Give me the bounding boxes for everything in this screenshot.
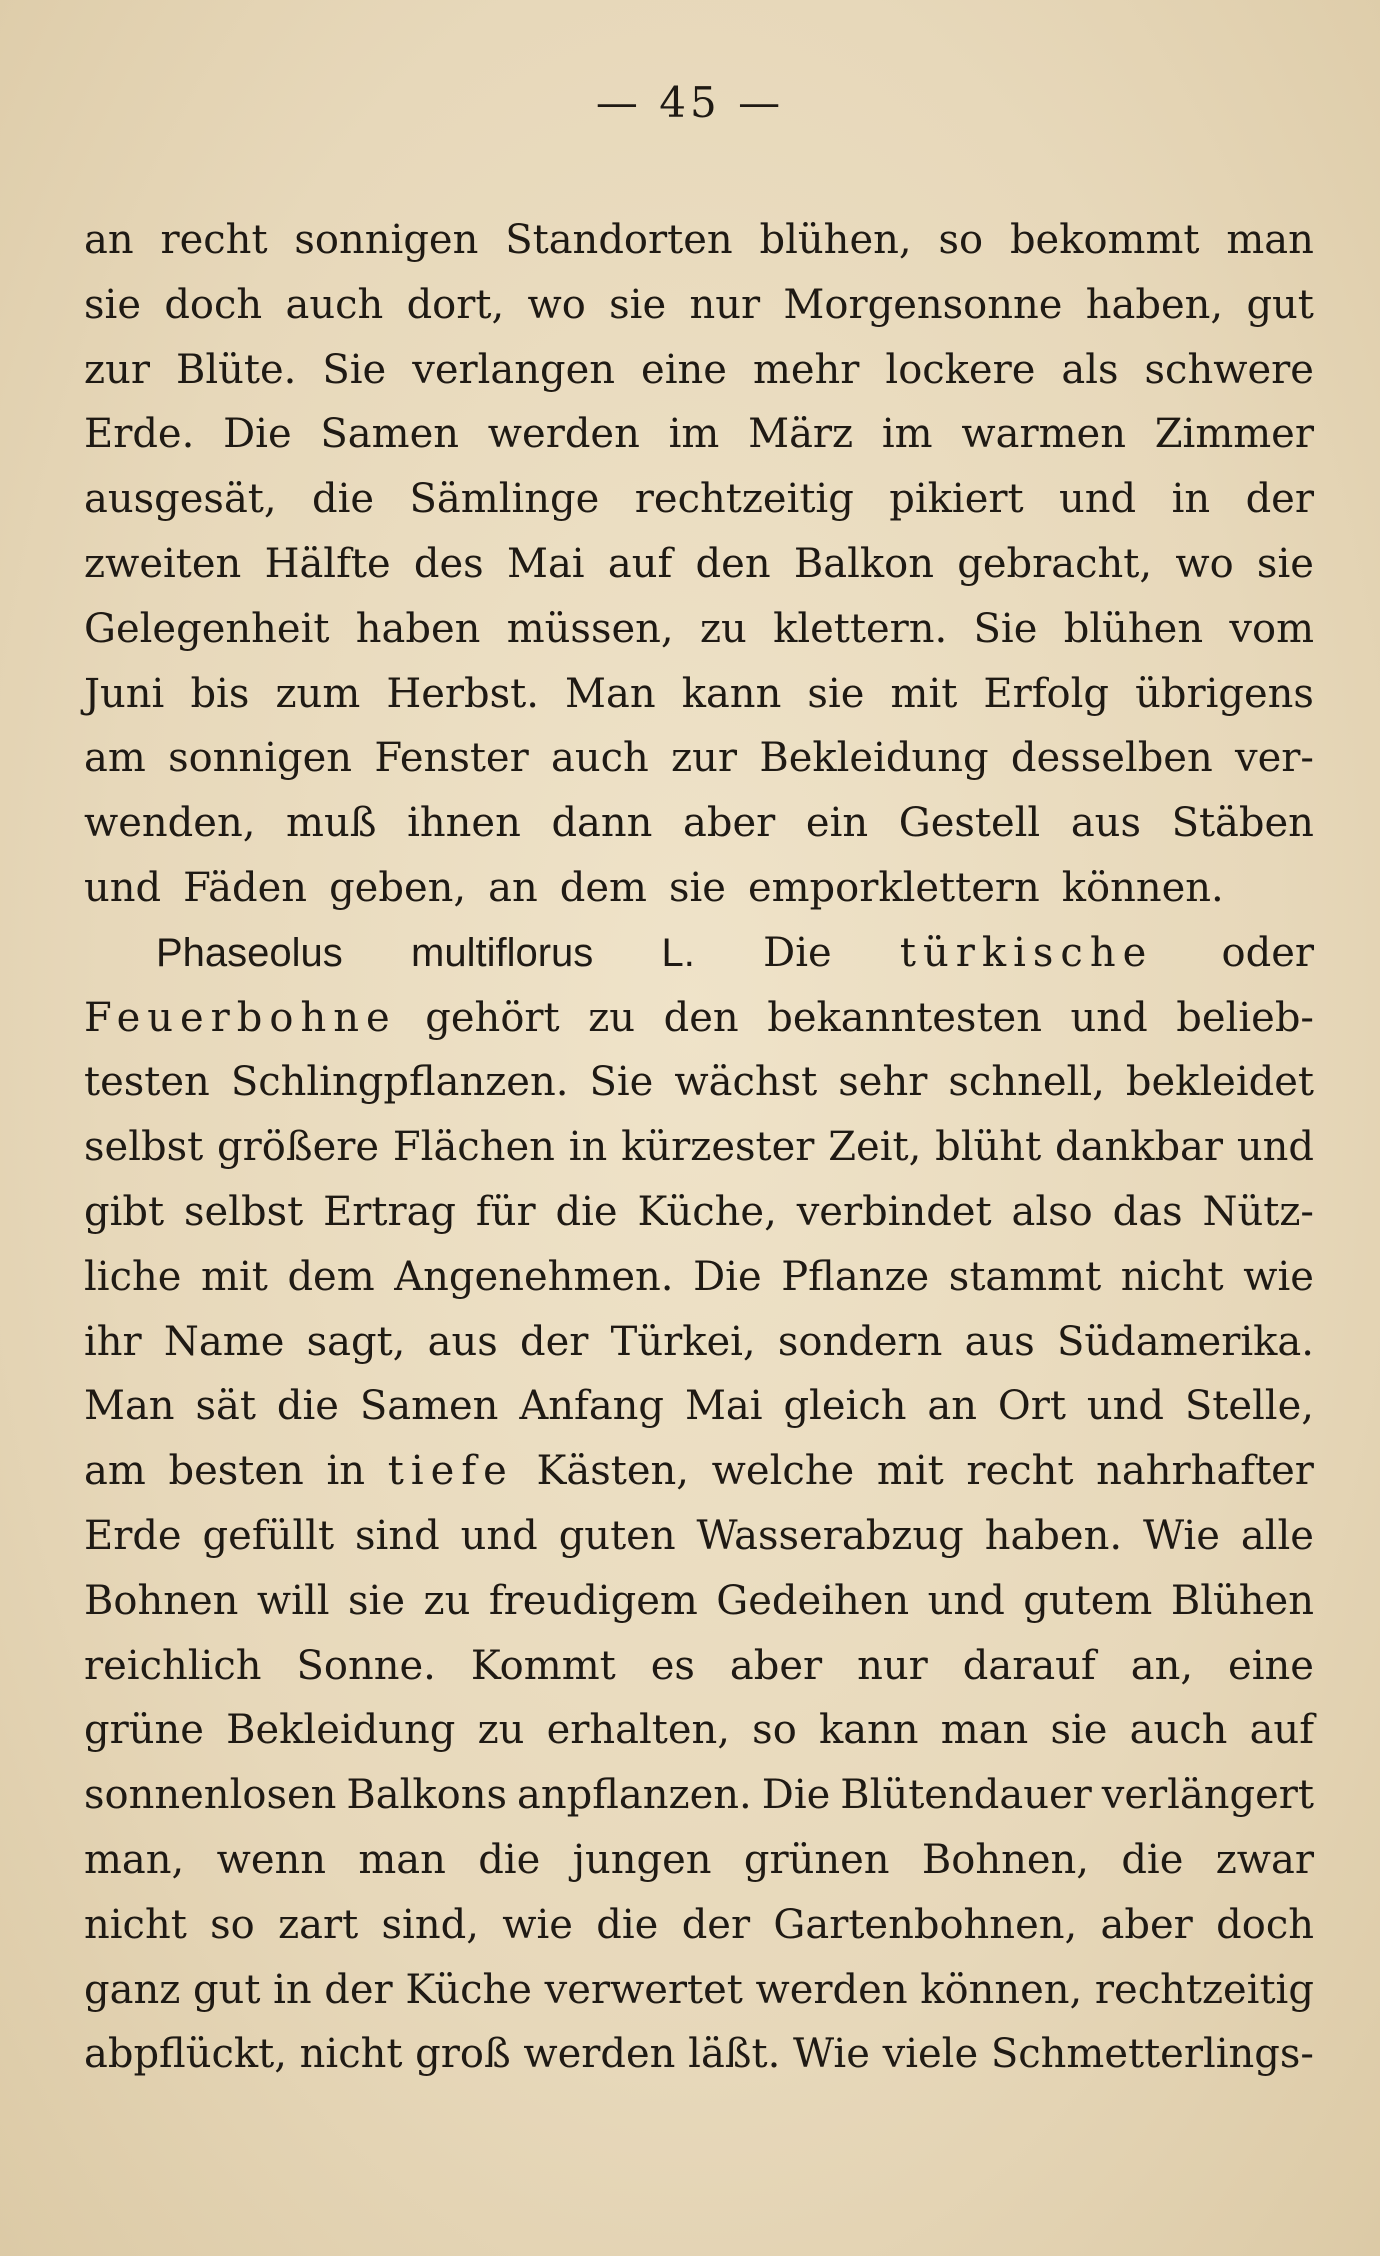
word: zart [278,1901,359,1948]
word: dem [287,1253,375,1300]
word: Blüte. [175,346,297,393]
text-line [84,1180,1314,1245]
word: die [478,1836,541,1883]
text-line [84,2022,1314,2087]
word: desselben [1010,735,1213,782]
word: Hälfte [264,540,391,587]
text-line [84,1634,1314,1699]
text-line [84,791,1314,856]
word: blühen, [759,217,912,263]
word: man, [84,1836,185,1883]
word: türkische [899,929,1154,976]
word: zum [275,670,361,717]
word: testen [84,1059,210,1106]
text-line [84,986,1314,1051]
word: Gartenbohnen, [773,1901,1078,1948]
text-line [84,467,1314,532]
word: Flächen [392,1124,555,1171]
word: man [940,1707,1029,1754]
word: wie [1243,1253,1314,1300]
word: der [324,1966,393,2013]
text-line [84,1504,1314,1569]
word: eine [641,346,727,393]
word: ganz [84,1966,181,2013]
word: in [1171,476,1211,523]
word: sie [348,1577,406,1624]
word: übrigens [1135,670,1314,717]
word: will [256,1577,330,1624]
word: und [460,1512,538,1559]
word: Bekleidung [759,735,989,782]
word: Gestell [898,800,1041,847]
word: das [1112,1188,1183,1235]
word: läßt. [688,2031,781,2078]
word: sie [807,670,865,717]
word: Türkei, [610,1318,756,1365]
word: nicht [84,1901,187,1948]
word: zwar [1215,1836,1314,1883]
word: werden [487,411,640,458]
word: wo [1175,540,1234,587]
word: an [927,1383,977,1430]
word: an [84,217,134,263]
word: in [568,1124,608,1171]
word: Mai [506,540,585,587]
word: als [1061,346,1119,393]
word: mit [201,1253,268,1300]
word: abpflückt, [84,2031,287,2078]
word: sagt, [306,1318,406,1365]
word: Samen [359,1383,499,1430]
word: am [84,735,146,782]
word: sie [1050,1707,1108,1754]
word: können. [1061,864,1224,911]
word: jungen [572,1836,712,1883]
text-line [84,402,1314,467]
word: wenden, [84,800,256,847]
word: multiflorus [411,930,594,975]
word: Fäden [183,864,308,911]
word: geben, [329,864,467,911]
word: und [1236,1124,1314,1171]
word: haben, [1085,281,1224,328]
word: wo [527,281,586,328]
text-line [84,1245,1314,1310]
word: es [650,1642,695,1689]
text-line [84,921,1314,986]
word: und [1086,1383,1164,1430]
word: gut [1246,281,1314,328]
word: die [1121,1836,1184,1883]
word: mit [876,1448,944,1495]
word: freudigem [488,1577,698,1624]
text-line [84,1439,1314,1504]
word: rechtzeitig [634,476,854,523]
word: so [938,217,984,263]
word: Ort [997,1383,1066,1430]
word: guten [558,1512,676,1559]
text-line [84,208,1314,273]
word: aber [683,800,776,847]
word: Bohnen [84,1577,239,1624]
word: Sie [973,605,1038,652]
word: verbindet [796,1188,992,1235]
word: welche [711,1448,855,1495]
word: besten [168,1448,304,1495]
text-line [84,597,1314,662]
word: Anfang [519,1383,665,1430]
word: zu [477,1707,525,1754]
word: Man [565,670,656,717]
word: dann [551,800,653,847]
text-line [84,1958,1314,2023]
word: erhalten, [546,1707,730,1754]
word: auch [285,281,384,328]
word: und [1059,476,1137,523]
word: man [1226,217,1314,263]
word: tiefe [387,1448,514,1495]
word: Sämlinge [409,476,600,523]
word: der [681,1901,751,1948]
word: gefüllt [202,1512,335,1559]
word: aus [964,1318,1035,1365]
word: ein [805,800,869,847]
word: emporklettern [747,864,1040,911]
word: den [695,540,771,587]
body-text [84,208,1314,2087]
word: der [1245,476,1314,523]
word: Fenster [374,735,529,782]
word: Die [223,411,292,458]
word: recht [966,1448,1074,1495]
word: also [1011,1188,1093,1235]
word: Erde [84,1512,182,1559]
word: Sie [322,346,387,393]
word: anpflanzen. [517,1772,752,1819]
word: zur [671,735,738,782]
word: Wasserabzug [696,1512,964,1559]
text-line [84,532,1314,597]
word: Balkons [346,1772,508,1819]
word: Name [163,1318,285,1365]
word: Schlingpflanzen. [230,1059,569,1106]
word: L. [661,930,695,975]
word: den [663,994,739,1041]
word: groß [415,2031,511,2078]
word: mit [890,670,958,717]
word: muß [286,800,377,847]
word: Samen [320,411,460,458]
word: sondern [777,1318,943,1365]
word: Küche, [637,1188,777,1235]
word: Wie [1143,1512,1220,1559]
word: sie [609,281,667,328]
word: haben [355,605,481,652]
word: so [752,1707,797,1754]
text-line [84,1050,1314,1115]
word: nicht [1120,1253,1224,1300]
word: klettern. [773,605,948,652]
word: sie [668,864,726,911]
word: reichlich [84,1642,262,1689]
word: bekanntesten [767,994,1042,1041]
word: sonnigen [294,217,479,263]
word: für [475,1188,536,1235]
word: haben. [984,1512,1123,1559]
word: stammt [948,1253,1102,1300]
word: Die [693,1253,762,1300]
word: sind, [381,1901,479,1948]
word: schnell, [948,1059,1105,1106]
word: aus [1070,800,1141,847]
word: nur [857,1642,928,1689]
word: gebracht, [957,540,1153,587]
word: so [210,1901,255,1948]
word: Juni [84,670,165,717]
word: auch [551,735,649,782]
word: verwertet [544,1966,743,2013]
word: wie [502,1901,573,1948]
word: und [927,1577,1005,1624]
word: aber [1100,1901,1193,1948]
word: verlangen [412,346,616,393]
word: pikiert [889,476,1024,523]
word: Bekleidung [226,1707,456,1754]
word: Blütendauer [840,1772,1092,1819]
text-line [84,338,1314,403]
word: warmen [961,411,1126,458]
word: auf [1249,1707,1314,1754]
word: Küche [405,1966,532,2013]
word: nur [689,281,761,328]
word: kann [681,670,782,717]
word: Gelegenheit [84,605,330,652]
word: Wie [793,2031,870,2078]
text-line [84,1893,1314,1958]
word: belieb- [1176,994,1314,1041]
word: Zimmer [1154,411,1314,458]
word: gleich [783,1383,907,1430]
word: ver- [1235,735,1314,782]
text-line [84,1310,1314,1375]
word: Gedeihen [716,1577,910,1624]
word: kann [818,1707,919,1754]
word: ihnen [407,800,521,847]
word: zur [84,346,150,393]
word: werden [523,2031,676,2078]
word: ausgesät, [84,476,277,523]
word: Feuerbohne [84,994,397,1041]
word: des [413,540,484,587]
word: oder [1221,929,1314,976]
word: Blühen [1170,1577,1314,1624]
word: man [358,1836,446,1883]
word: blühen [1063,605,1204,652]
word: nicht [299,2031,403,2078]
word: Die [761,1772,831,1819]
word: kürzester [621,1124,815,1171]
word: lockere [885,346,1036,393]
word: können, [920,1966,1083,2013]
text-line [84,662,1314,727]
word: Stäben [1171,800,1314,847]
word: grünen [743,1836,890,1883]
word: Die [763,929,832,976]
word: sie [1256,540,1314,587]
word: recht [160,217,268,263]
word: Erde. [84,411,195,458]
word: Erfolg [983,670,1110,717]
word: zweiten [84,540,242,587]
word: selbst [183,1188,304,1235]
word: selbst [84,1124,204,1171]
word: doch [1216,1901,1314,1948]
word: rechtzeitig [1094,1966,1314,2013]
word: aber [729,1642,823,1689]
word: am [84,1448,146,1495]
word: Stelle, [1184,1383,1314,1430]
word: Ertrag [323,1188,457,1235]
word: zu [588,994,636,1041]
word: an, [1130,1642,1194,1689]
word: Pflanze [781,1253,930,1300]
word: sind [355,1512,440,1559]
word: doch [164,281,263,328]
word: mehr [752,346,860,393]
word: im [668,411,720,458]
word: dort, [406,281,505,328]
word: gut [192,1966,261,2013]
word: Südamerika. [1057,1318,1314,1365]
word: die [596,1901,659,1948]
text-line [84,1763,1314,1828]
text-line [84,1569,1314,1634]
word: gibt [84,1188,165,1235]
word: Schmetterlings- [990,2031,1314,2078]
word: Sonne. [296,1642,436,1689]
word: alle [1240,1512,1314,1559]
word: auf [607,540,673,587]
word: die [276,1383,339,1430]
word: der [520,1318,589,1365]
word: sonnenlosen [84,1772,337,1819]
word: schwere [1144,346,1314,393]
word: Morgensonne [783,281,1063,328]
word: Kästen, [536,1448,689,1495]
word: aus [427,1318,498,1365]
word: wächst [674,1059,818,1106]
word: in [273,1966,312,2013]
word: sät [195,1383,256,1430]
text-line [84,1698,1314,1763]
word: verlängert [1101,1772,1314,1819]
word: und [1070,994,1148,1041]
word: bekleidet [1125,1059,1314,1106]
word: die [312,476,375,523]
word: nahrhafter [1096,1448,1314,1495]
word: blüht [935,1124,1042,1171]
word: Sie [589,1059,654,1106]
word: an [488,864,538,911]
word: Phaseolus [156,930,343,975]
text-line [84,1828,1314,1893]
word: viele [882,2031,979,2078]
text-line [84,273,1314,338]
text-line [84,1115,1314,1180]
word: Herbst. [386,670,539,717]
word: Balkon [793,540,934,587]
word: darauf [962,1642,1096,1689]
word: und [84,864,162,911]
word: Nütz- [1202,1188,1314,1235]
word: Bohnen, [921,1836,1090,1883]
word: müssen, [506,605,674,652]
word: sie [84,281,141,328]
word: zu [423,1577,471,1624]
page-number: — 45 — [595,78,785,127]
word: sonnigen [168,735,353,782]
word: wenn [216,1836,327,1883]
word: ihr [84,1318,142,1365]
word: grüne [84,1707,204,1754]
word: Mai [684,1383,763,1430]
word: gutem [1023,1577,1153,1624]
word: die [555,1188,618,1235]
word: dem [559,864,647,911]
word: sehr [838,1059,928,1106]
word: Standorten [505,217,733,263]
word: auch [1129,1707,1228,1754]
text-line [84,856,1314,921]
word: in [326,1448,366,1495]
word: größere [217,1124,380,1171]
text-line [84,1374,1314,1439]
word: Angenehmen. [394,1253,674,1300]
word: werden [755,1966,908,2013]
word: Man [84,1383,175,1430]
word: Kommt [470,1642,616,1689]
word: bis [190,670,250,717]
text-line [84,726,1314,791]
word: liche [84,1253,182,1300]
word: gehört [425,994,560,1041]
word: zu [699,605,747,652]
word: bekommt [1009,217,1200,263]
word: Zeit, [828,1124,922,1171]
word: März [748,411,854,458]
word: vom [1229,605,1314,652]
word: im [881,411,933,458]
word: dankbar [1054,1124,1224,1171]
word: eine [1228,1642,1314,1689]
